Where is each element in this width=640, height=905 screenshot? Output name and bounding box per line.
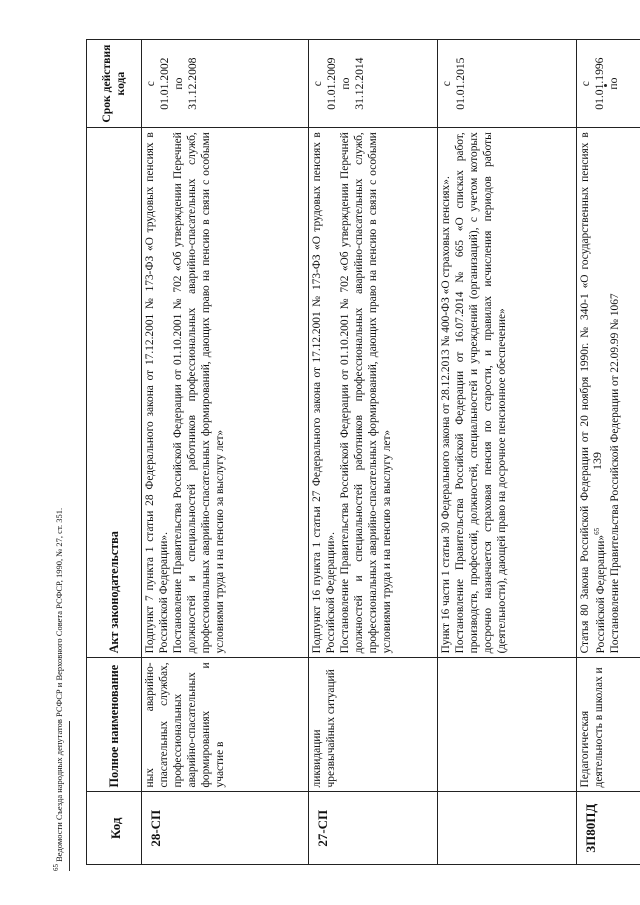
header-term: Срок действия кода [87, 40, 142, 128]
act-paragraph: Пункт 16 части 1 статьи 30 Федерального закона от 28.12.2013 № 400-ФЗ «О страховых пенсиях». [440, 176, 452, 654]
footnote-rule [69, 721, 70, 871]
table-header-row [87, 40, 142, 865]
cell-name: ликвидации чрезвычайных ситуаций [309, 658, 438, 792]
act-paragraph: Подпункт 16 пункта 1 статьи 27 Федерального закона от 17.12.2001 № 173-ФЗ «О трудовых пенсиях в Российской Федерации». [311, 132, 337, 654]
term-line: 01.01.2009 [325, 57, 339, 110]
cell-act [577, 128, 640, 658]
term-line: 01.01.2015 [454, 57, 468, 110]
term-line: 31.12.2014 [353, 57, 367, 110]
act-paragraph: Постановление Правительства Российской Федерации от 16.07.2014 № 665 «О списках работ, производств, профессий, должностей, специальностей и учреждений (организаций), с учетом которых досрочно назначается страховая пенсия по старости, и правилах исчисления периодов работы (деятельности), дающей право на досрочное пенсионное обеспечение» [453, 132, 508, 654]
term-line: 01.01.2002 [158, 57, 172, 110]
table-row [142, 40, 309, 865]
table-row [577, 40, 640, 865]
cell-code: 27-СП [309, 792, 438, 865]
term-line: по [339, 77, 353, 90]
cell-term [577, 40, 640, 128]
cell-act [142, 128, 309, 658]
act-paragraph: Постановление Правительства Российской Федерации от 22.09.99 № 1067 [608, 293, 621, 654]
term-line: по [607, 77, 621, 90]
footnote-mark: 65 [52, 864, 60, 871]
table-row [309, 40, 438, 865]
term-line: с [579, 81, 592, 87]
cell-term [309, 40, 438, 128]
term-line: по [172, 77, 186, 90]
cell-term [142, 40, 309, 128]
act-paragraph: Постановление Правительства Российской Федерации от 01.10.2001 № 702 «Об утверждении Перечней должностей и специальностей работников профессиональных аварийно-спасательных служб, профессиональных аварийно-спасательных формирований, дающих право на пенсию в связи с особыми условиями труда и на пенсию за выслугу лет» [338, 132, 393, 654]
header-name: Полное наименование [87, 658, 142, 792]
act-paragraph: Подпункт 7 пункта 1 статьи 28 Федерального закона от 17.12.2001 № 173-ФЗ «О трудовых пенсиях в Российской Федерации». [144, 132, 170, 654]
table-row [438, 40, 577, 865]
term-line: с [144, 81, 157, 87]
cell-name: Педагогическая деятельность в школах и [577, 658, 640, 792]
header-act: Акт законодательства [87, 128, 142, 658]
term-line: с [311, 81, 324, 87]
cell-code [438, 792, 577, 865]
cell-name: ных аварийно-спасательных службах, профессиональных аварийно-спасательных формированиях и участие в [142, 658, 309, 792]
footnote-text: Ведомости Съезда народных депутатов РСФСР и Верховного Совета РСФСР, 1990, № 27, ст. 351. [53, 507, 64, 862]
term-line: 01.01.1996 [593, 57, 607, 110]
act-text: Статья 80 Закона Российской Федерации от 20 ноября 1990г. № 340-1 «О государственных пенсиях в Российской Федерации» [579, 132, 607, 654]
act-paragraph: Постановление Правительства Российской Федерации от 01.10.2001 № 702 «Об утверждении Перечней должностей и специальностей работников профессиональных аварийно-спасательных служб, профессиональных аварийно-спасательных формирований, дающих право на пенсию в связи с особыми условиями труда и на пенсию за выслугу лет» [171, 132, 226, 654]
cell-code: ЗП80ПД [577, 792, 640, 865]
term-line: 31.12.2008 [186, 57, 200, 110]
act-paragraph [579, 132, 609, 653]
codes-table [86, 39, 640, 865]
cell-term [438, 40, 577, 128]
cell-act [309, 128, 438, 658]
cell-act [438, 128, 577, 658]
footnote [52, 508, 64, 871]
page-number: 139 [590, 452, 604, 470]
header-code: Код [87, 792, 142, 865]
act-footnote-ref: 65 [592, 527, 601, 535]
term-line: с [440, 81, 453, 87]
cell-name [438, 658, 577, 792]
cell-code: 28-СП [142, 792, 309, 865]
